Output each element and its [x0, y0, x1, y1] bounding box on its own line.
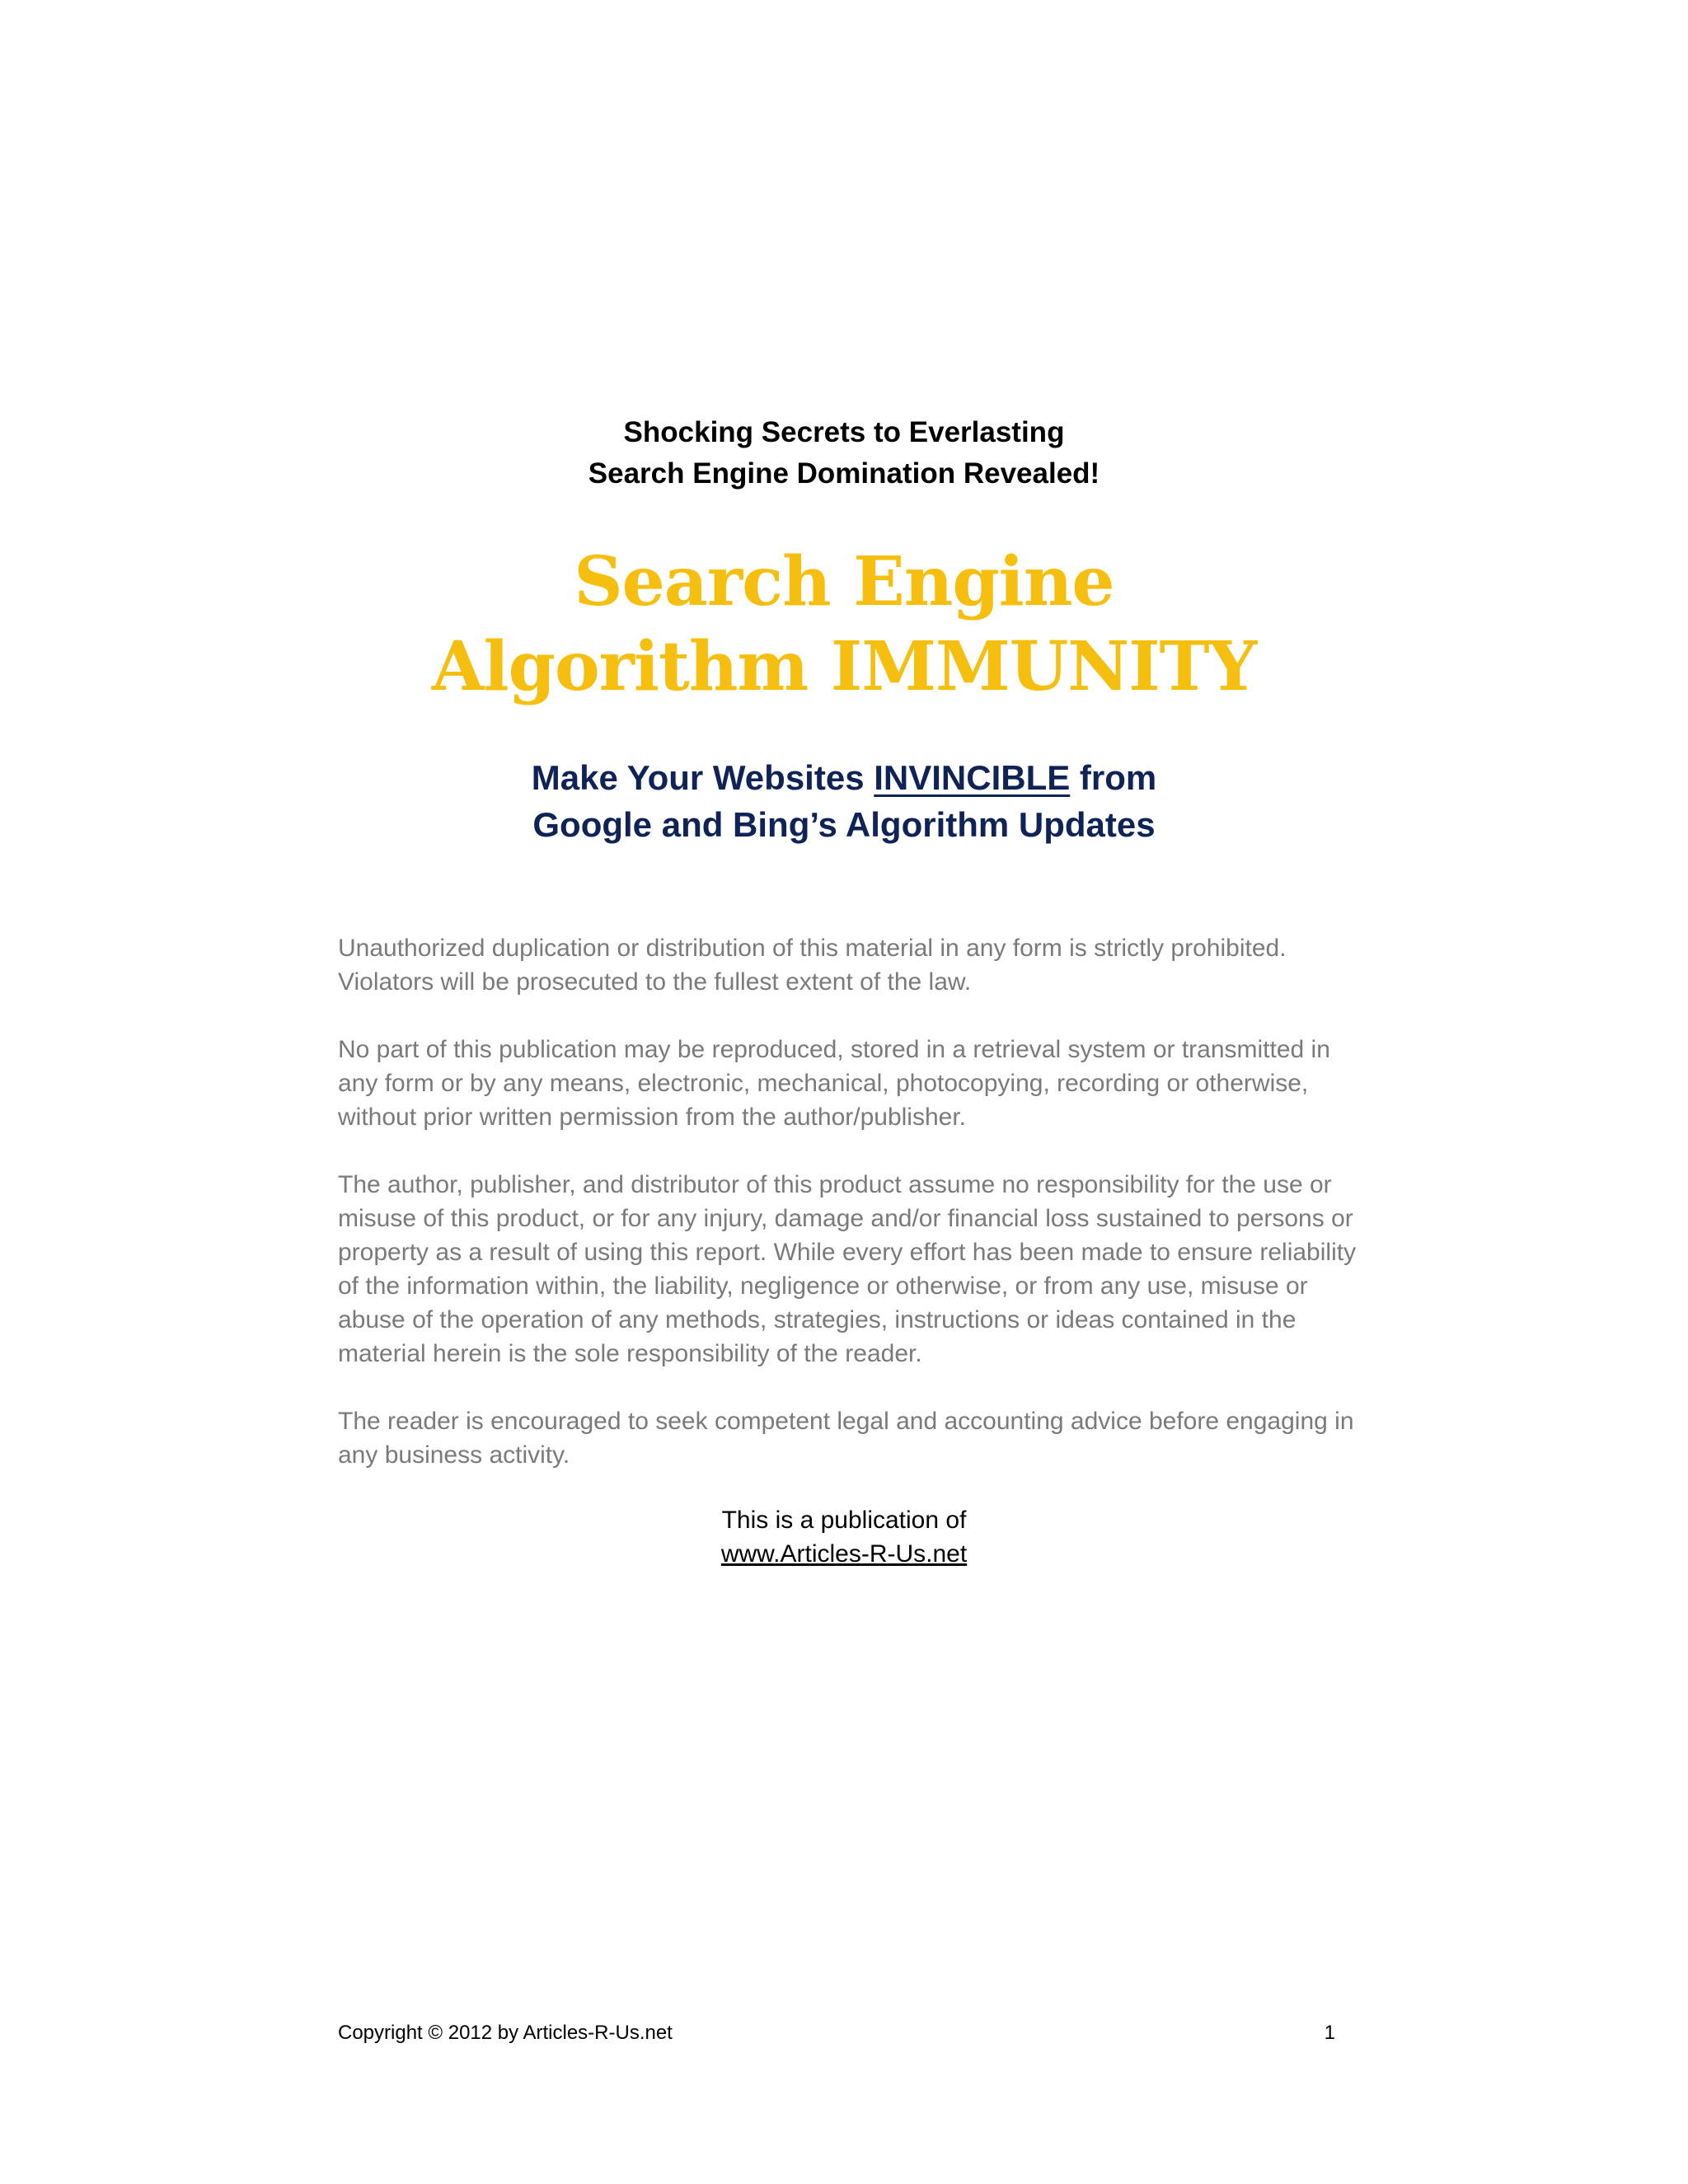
legal-paragraph: The reader is encouraged to seek competent legal and accounting advice before engaging in any business activity.: [338, 1408, 1354, 1469]
subtitle-line-2: Google and Bing’s Algorithm Updates: [532, 805, 1156, 844]
subtitle: [0, 754, 1688, 848]
subtitle-line-1: [0, 754, 1688, 801]
subtitle-text-after: from: [1070, 758, 1157, 797]
legal-paragraph: The author, publisher, and distributor of this product assume no responsibility for the use or misuse of this product, or for any injury, damage and/or financial loss sustained to persons or property as a result of using this report. While every effort has been made to ensure reliability of the information within, the liability, negligence or otherwise, or from any use, misuse or abuse of the operation of any methods, strategies, instructions or ideas contained in the material herein is the sole responsibility of the reader.: [338, 1171, 1357, 1367]
main-title-line-2: Algorithm IMMUNITY: [431, 627, 1257, 706]
publication-credit: [0, 1503, 1688, 1571]
page-footer: [338, 2021, 1335, 2046]
legal-paragraph: Unauthorized duplication or distribution of this material in any form is strictly prohibited. Violators will be prosecuted to the fullest extent of the law.: [338, 935, 1287, 996]
page-number: 1: [1324, 2022, 1335, 2044]
subtitle-text-before: Make Your Websites: [531, 758, 874, 797]
tagline: [0, 412, 1688, 494]
publisher-website-link[interactable]: www.Articles-R-Us.net: [720, 1540, 968, 1568]
legal-notice: [338, 931, 1360, 1506]
subtitle-underlined-word: INVINCIBLE: [874, 758, 1071, 797]
legal-paragraph: No part of this publication may be reproduced, stored in a retrieval system or transmitted in any form or by any means, electronic, mechanical, photocopying, recording or otherwise, without prior written permission from the author/publisher.: [338, 1036, 1330, 1131]
main-title-line-1: Search Engine: [574, 542, 1114, 621]
tagline-line-2: Search Engine Domination Revealed!: [588, 457, 1100, 490]
copyright-notice: Copyright © 2012 by Articles-R-Us.net: [338, 2022, 673, 2044]
tagline-line-1: Shocking Secrets to Everlasting: [623, 416, 1065, 448]
publication-intro: This is a publication of: [721, 1507, 967, 1534]
main-title: [0, 540, 1688, 710]
